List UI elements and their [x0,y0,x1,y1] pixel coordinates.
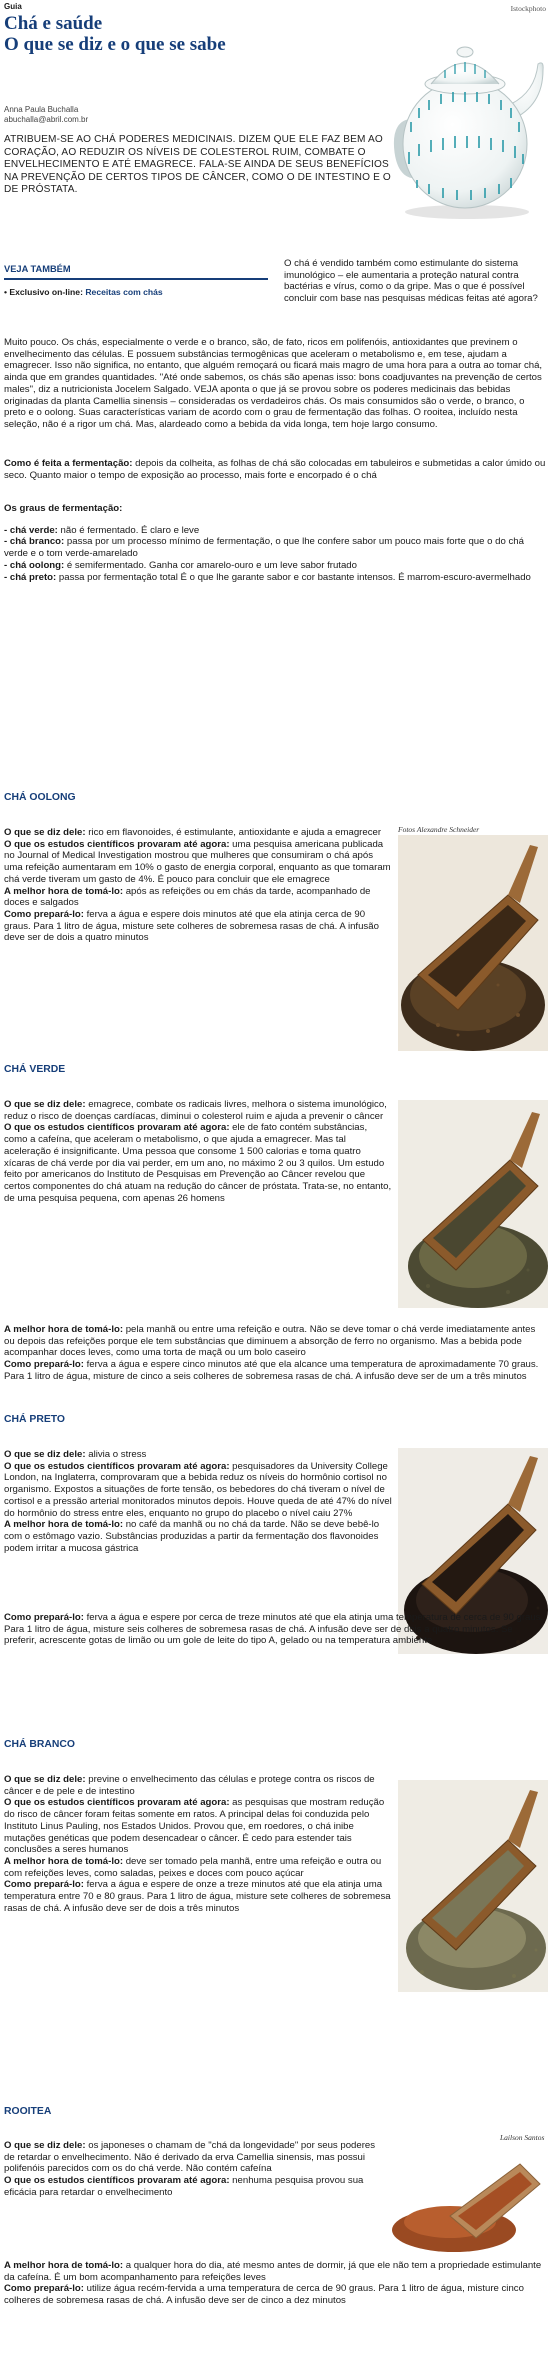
info-item: O que se diz dele: alivia o stress [4,1449,147,1460]
teapot-photo [393,12,547,224]
lead-paragraph: ATRIBUEM-SE AO CHÁ PODERES MEDICINAIS. DIZEM QUE ELE FAZ BEM AO CORAÇÃO, AO REDUZIR OS NÍVEIS DE COLESTEROL RUIM, COMBATE O ENVELHECIMENTO E ATÉ EMAGRECE. FALA-SE AINDA DE SEUS BENEFÍCIOS NA PREVENÇÃO DE CERTOS TIPOS DE CÂNCER, COMO O DE INTESTINO E O DE PRÓSTATA. [4,134,391,196]
article-title [4,13,384,56]
section-title-rooitea: ROOITEA [4,2106,52,2117]
preto-content [4,1449,392,1554]
degree-item: - chá oolong: é semifermentado. Ganha cor amarelo-ouro e um leve sabor frutado [4,559,357,571]
info-item: Como prepará-lo: ferva a água e espere de onze a treze minutos até que ela atinja uma temperatura entre 70 e 80 graus. Para 1 litro de água, misture sete colheres de sobremesa rasas de chá. A infusão deve ser de dois a três minutos [4,1879,391,1914]
verde-content [4,1099,392,1204]
fermentation-answer: depois da colheita, as folhas de chá são colocadas em tabuleiros e submetidas a calor úmido ou seco. Quanto maior o tempo de exposição ao processo, mais forte e encorpado é o chá [4,458,546,481]
info-item: Como prepará-lo: ferva a água e espere dois minutos até que ela atinja cerca de 90 graus. Para 1 litro de água, misture sete colheres de sobremesa rasas de chá. A infusão deve ser de dois a quatro minutos [4,908,379,944]
info-item: O que se diz dele: rico em flavonoides, é estimulante, antioxidante e ajuda a emagrecer [4,827,382,838]
info-item: A melhor hora de tomá-lo: após as refeições ou em chás da tarde, acompanhado de doces e salgados [4,885,371,909]
section-kicker: Guia [4,2,22,11]
info-item: O que se diz dele: previne o envelhecimento das células e protege contra os riscos de câncer e de pele e de intestino [4,1774,375,1797]
related-label: • Exclusivo on-line: [4,287,83,298]
verde-content-full [4,1324,546,1383]
rooitea-photo [390,2146,548,2258]
branco-content [4,1774,392,1914]
info-item: O que os estudos científicos provaram até agora: ele de fato contém substâncias, como a cafeína, que aceleram o metabolismo, o que ajuda a emagrecer. Mas tal aceleração é insignificante. Uma pessoa que consome 1 500 calorias e toma quatro xícaras de chá verde por dia vai perder, em um ano, no máximo 2 ou 3 quilos. Um estudo feito por americanos do Instituto de Pesquisas em Prevenção ao Câncer revelou que certos componentes do chá atuam na redução do câncer de próstata. Trata-se, no entanto, de uma pesquisa pequena, com apenas 26 homens [4,1122,392,1204]
green-tea-photo [398,1100,548,1308]
photo-credit: Istockphoto [510,4,546,13]
info-item: O que os estudos científicos provaram até agora: uma pesquisa americana publicada no Journal of Medical Investigation mostrou que mulheres que consumiram o chá após uma refeição aumentaram em 10% o gasto de energia corporal, enquanto as que tomaram chá verde tiveram um gasto de 4%. É pouco para concluir que ele emagrece [4,838,391,885]
section-title-preto: CHÁ PRETO [4,1414,66,1425]
author-name: Anna Paula Buchalla [4,105,79,114]
info-item: A melhor hora de tomá-lo: no café da manhã ou no chá da tarde. Não se deve bebê-lo com o estômago vazio. Substâncias produzidas a partir da fermentação dos flavonoides podem irritar a mucosa gástrica [4,1519,380,1554]
rooitea-content-full [4,2260,546,2307]
info-item: A melhor hora de tomá-lo: deve ser tomado pela manhã, entre uma refeição e outra ou com refeições leves, como saladas, peixes e doces com pouco açúcar [4,1855,382,1879]
degree-item: - chá verde: não é fermentado. É claro e leve [4,524,200,536]
title-line-1: Chá e saúde [4,13,103,34]
oolong-content [4,827,392,944]
info-item: A melhor hora de tomá-lo: a qualquer hora do dia, até mesmo antes de dormir, já que ele não tem a propriedade estimulante da cafeína. É um bom acompanhamento para refeições leves [4,2260,542,2283]
info-item: Como prepará-lo: utilize água recém-fervida a uma temperatura de cerca de 90 graus. Para 1 litro de água, misture cinco colheres de sobremesa rasas de chá. A infusão deve ser de cinco a dez minutos [4,2283,524,2307]
info-item: A melhor hora de tomá-lo: pela manhã ou entre uma refeição e outra. Não se deve tomar o chá verde imediatamente antes ou depois das refeições porque ele tem substâncias que diminuem a absorção de ferro no organismo. Mas a bebida pode acompanhar doces leves, como uma torta de maçã ou um bolo caseiro [4,1324,536,1359]
info-item: O que se diz dele: os japoneses o chamam de "chá da longevidade" por seus poderes de retardar o envelhecimento. Não é derivado da erva Camellia sinensis, mas possui polifenóis parecidos com os do chá verde. Não contém cafeína [4,2140,376,2175]
section-title-oolong: CHÁ OOLONG [4,792,76,803]
info-item: O que se diz dele: emagrece, combate os radicais livres, melhora o sistema imunológico, reduz o risco de doenças cardíacas, diminui o colesterol ruim e ajuda a prevenir o câncer [4,1099,387,1122]
photo-credit-rooitea: Lailson Santos [500,2133,545,2142]
intro-paragraph: Muito pouco. Os chás, especialmente o verde e o branco, são, de fato, ricos em polifenóis, antioxidantes que previnem o envelhecimento das células. E possuem substâncias termogênicas que aceleram o metabolismo e, em tese, ajudam a emagrecer. Isso não significa, no entanto, que alguém remoçará ou ficará mais magro de uma hora para a outra ao tomar chá, ainda que em grandes quantidades. "Até onde sabemos, os chás são apenas isso: bons coadjuvantes na prevenção de certos males", diz a nutricionista Jocelem Salgado. VEJA aponta o que já se provou sobre os poderes medicinais das bebidas originadas da planta Camellia sinensis – consideradas os verdadeiros chás. Os mais consumidos são o verde, o branco, o preto e o oolong. Suas características variam de acordo com o grau de fermentação das folhas. O rooitea, incluído nesta seleção, não é a rigor um chá. Mas, alardeado como a bebida da vida longa, tem hoje largo consumo. [4,337,543,430]
photo-credit-oolong: Fotos Alexandre Schneider [398,825,480,834]
fermentation-degrees [4,503,546,583]
degree-item: - chá branco: passa por um processo mínimo de fermentação, o que lhe confere sabor um pouco mais forte que o do chá verde e o tom verde-amarelado [4,536,524,560]
rooitea-content [4,2140,386,2199]
related-heading: VEJA TAMBÉM [4,264,268,280]
oolong-tea-photo [398,835,548,1051]
info-item: Como prepará-lo: ferva a água e espere cinco minutos até que ela alcance uma temperatura de aproximadamente 70 graus. Para 1 litro de água, misture de cinco a seis colheres de sobremesa rasas de chá. A infusão deve ser de um a três minutos [4,1359,539,1382]
title-line-2: O que se diz e o que se sabe [4,34,226,56]
section-title-verde: CHÁ VERDE [4,1064,66,1075]
info-item: O que os estudos científicos provaram até agora: pesquisadores da University College London, na Inglaterra, comprovaram que a bebida reduz os níveis do hormônio cortisol no organismo. Expostos a situações de forte tensão, os bebedores do chá tiveram o nível de cortisol e a pressão arterial monitorados minutos depois. Houve queda de até 47% do nível do hormônio do stress entre eles, enquanto no grupo do placebo o nível caiu 27% [4,1460,392,1519]
recipes-link[interactable]: Receitas com chás [85,287,163,298]
intro-right-column: O chá é vendido também como estimulante do sistema imunológico – ele aumentaria a proteção natural contra bactérias e vírus, como o da gripe. Mas o que é possível concluir com base nas pesquisas médicas feitas até agora? [284,258,538,305]
related-links-box [4,264,268,298]
info-item: O que os estudos científicos provaram até agora: nenhuma pesquisa provou sua eficácia para retardar o envelhecimento [4,2175,364,2198]
preto-content-full [4,1612,546,1647]
author-email: abuchalla@abril.com.br [4,115,89,124]
fermentation-question: Como é feita a fermentação: [4,458,133,469]
degree-item: - chá preto: passa por fermentação total É o que lhe garante sabor e cor bastante intensos. É marrom-escuro-avermelhado [4,571,531,583]
fermentation-process [4,458,546,481]
info-item: O que os estudos científicos provaram até agora: as pesquisas que mostram redução do risco de câncer foram feitas somente em ratos. A principal delas foi conduzida pelo Instituto Linus Pauling, nos Estados Unidos. Provou que, em roedores, o chá inibe mutações genéticas que podem desencadear o câncer. É cedo para estender tais conclusões a seres humanos [4,1797,385,1856]
byline [4,105,88,125]
related-item [4,287,268,297]
section-title-branco: CHÁ BRANCO [4,1739,75,1750]
degrees-title: Os graus de fermentação: [4,503,123,514]
white-tea-photo [398,1780,548,1992]
info-item: Como prepará-lo: ferva a água e espere por cerca de treze minutos até que ela atinja uma temperatura de cerca de 90 graus. Para 1 litro de água, misture seis colheres de sobremesa rasas de chá. A infusão deve ser de dois a quatro minutos. Se preferir, acrescente gotas de limão ou um gole de leite do tipo A, gelado ou na temperatura ambiente [4,1612,544,1647]
